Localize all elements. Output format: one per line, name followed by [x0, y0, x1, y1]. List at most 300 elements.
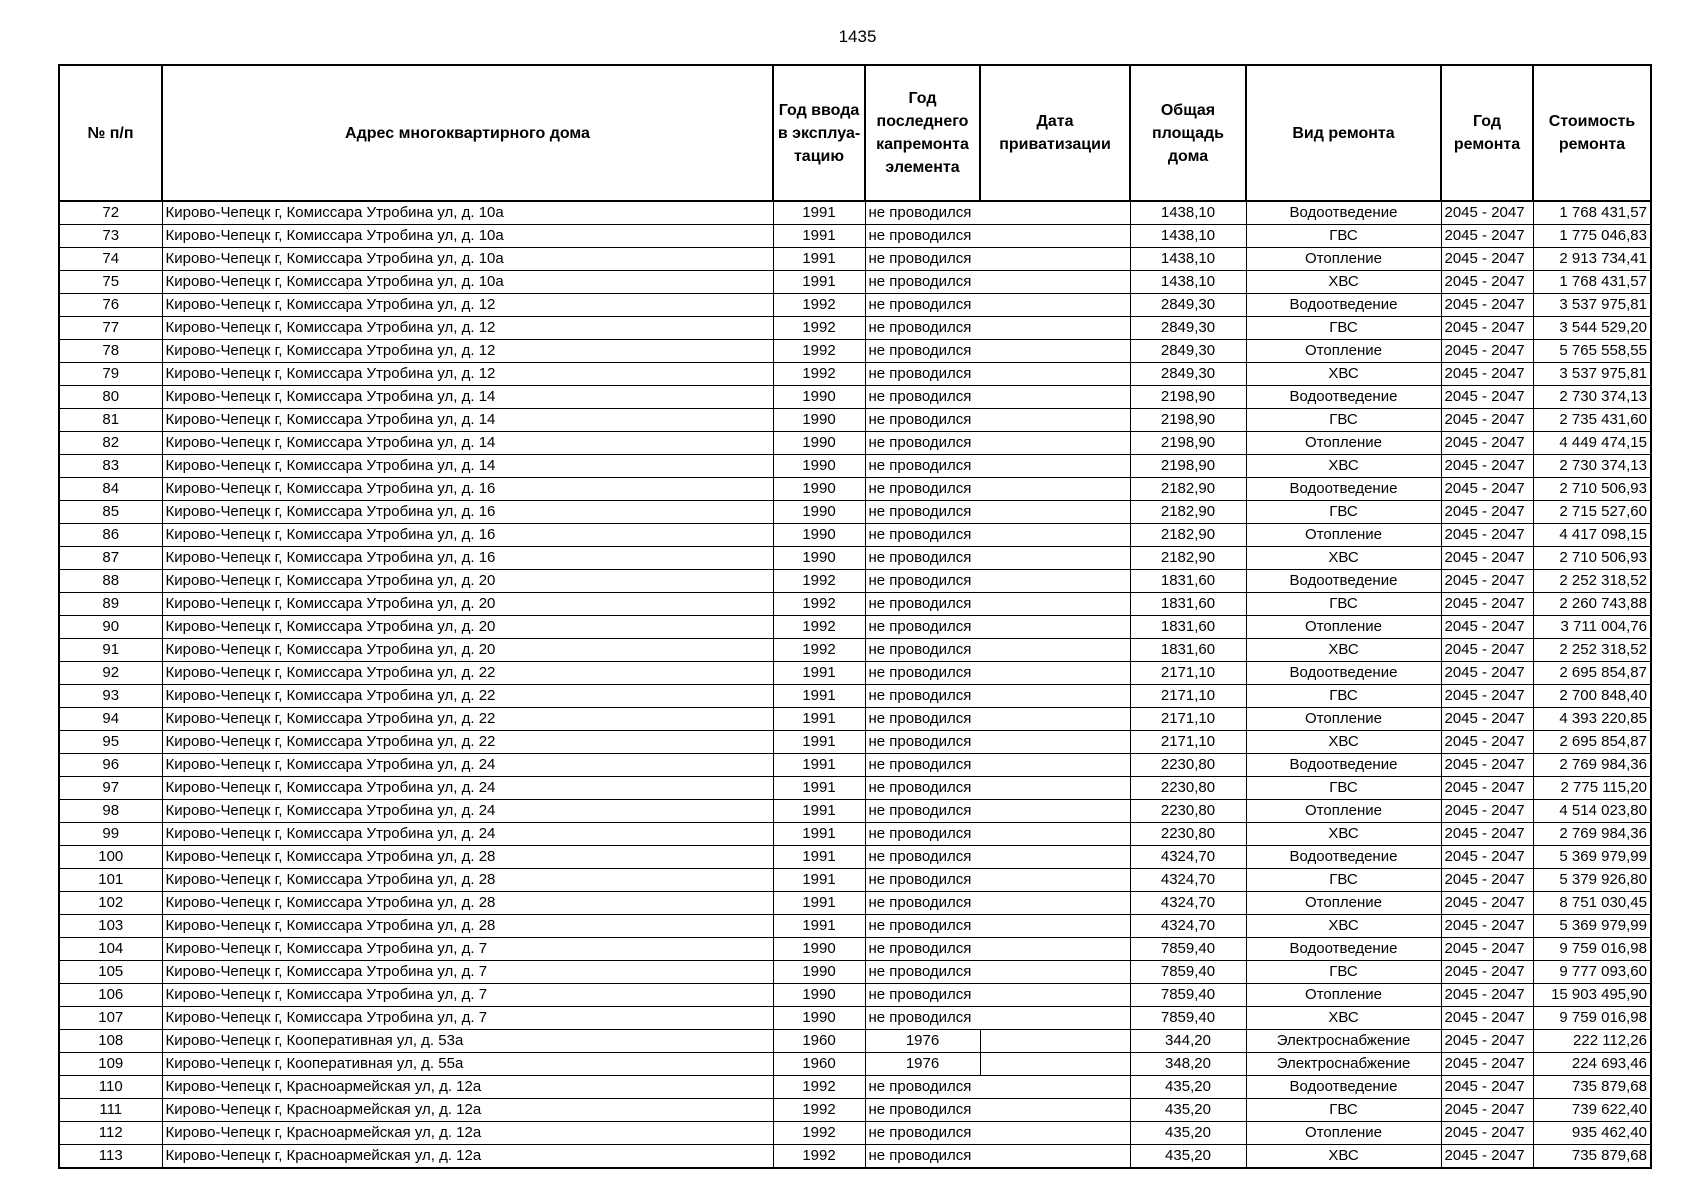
- cell-privatization: [980, 892, 1130, 915]
- table-row: [59, 1030, 1651, 1053]
- cell-address: Кирово-Чепецк г, Комиссара Утробина ул, д. 7: [162, 938, 773, 961]
- cell-privatization: [980, 961, 1130, 984]
- cell-area: 2230,80: [1130, 823, 1246, 846]
- cell-cost: 4 449 474,15: [1533, 432, 1651, 455]
- table-header: [59, 65, 1651, 201]
- cell-last-repair: не проводился: [865, 961, 980, 984]
- cell-num: 86: [59, 524, 162, 547]
- cell-num: 99: [59, 823, 162, 846]
- cell-num: 105: [59, 961, 162, 984]
- cell-address: Кирово-Чепецк г, Комиссара Утробина ул, д. 22: [162, 731, 773, 754]
- cell-repair-type: Отопление: [1246, 248, 1441, 271]
- cell-area: 2171,10: [1130, 662, 1246, 685]
- cell-year-built: 1992: [773, 570, 865, 593]
- cell-area: 1831,60: [1130, 639, 1246, 662]
- cell-area: 2182,90: [1130, 478, 1246, 501]
- cell-address: Кирово-Чепецк г, Комиссара Утробина ул, д. 24: [162, 777, 773, 800]
- cell-address: Кирово-Чепецк г, Красноармейская ул, д. 12а: [162, 1122, 773, 1145]
- cell-area: 435,20: [1130, 1099, 1246, 1122]
- cell-repair-year: 2045 - 2047: [1441, 432, 1533, 455]
- cell-repair-type: ГВС: [1246, 869, 1441, 892]
- cell-repair-type: Отопление: [1246, 708, 1441, 731]
- cell-last-repair: не проводился: [865, 731, 980, 754]
- cell-last-repair: не проводился: [865, 248, 980, 271]
- cell-last-repair: не проводился: [865, 340, 980, 363]
- cell-num: 85: [59, 501, 162, 524]
- cell-last-repair: не проводился: [865, 639, 980, 662]
- cell-cost: 3 711 004,76: [1533, 616, 1651, 639]
- cell-cost: 2 695 854,87: [1533, 662, 1651, 685]
- cell-repair-year: 2045 - 2047: [1441, 455, 1533, 478]
- cell-year-built: 1992: [773, 317, 865, 340]
- cell-repair-year: 2045 - 2047: [1441, 1099, 1533, 1122]
- cell-repair-type: ХВС: [1246, 271, 1441, 294]
- cell-privatization: [980, 409, 1130, 432]
- cell-year-built: 1990: [773, 501, 865, 524]
- cell-year-built: 1990: [773, 386, 865, 409]
- cell-cost: 2 735 431,60: [1533, 409, 1651, 432]
- cell-num: 73: [59, 225, 162, 248]
- cell-num: 110: [59, 1076, 162, 1099]
- header-num: № п/п: [59, 65, 162, 201]
- cell-area: 4324,70: [1130, 846, 1246, 869]
- cell-privatization: [980, 938, 1130, 961]
- table-body: [59, 201, 1651, 1168]
- cell-last-repair: не проводился: [865, 593, 980, 616]
- cell-address: Кирово-Чепецк г, Красноармейская ул, д. 12а: [162, 1099, 773, 1122]
- cell-repair-type: Отопление: [1246, 1122, 1441, 1145]
- cell-area: 2230,80: [1130, 777, 1246, 800]
- cell-area: 2230,80: [1130, 800, 1246, 823]
- cell-repair-type: ГВС: [1246, 409, 1441, 432]
- cell-cost: 8 751 030,45: [1533, 892, 1651, 915]
- cell-last-repair: не проводился: [865, 501, 980, 524]
- cell-repair-year: 2045 - 2047: [1441, 386, 1533, 409]
- cell-year-built: 1992: [773, 1122, 865, 1145]
- cell-cost: 739 622,40: [1533, 1099, 1651, 1122]
- cell-num: 103: [59, 915, 162, 938]
- cell-address: Кирово-Чепецк г, Кооперативная ул, д. 55а: [162, 1053, 773, 1076]
- cell-repair-year: 2045 - 2047: [1441, 409, 1533, 432]
- header-address: Адрес многоквартирного дома: [162, 65, 773, 201]
- cell-num: 112: [59, 1122, 162, 1145]
- cell-cost: 735 879,68: [1533, 1145, 1651, 1169]
- cell-repair-year: 2045 - 2047: [1441, 915, 1533, 938]
- cell-num: 106: [59, 984, 162, 1007]
- cell-area: 2171,10: [1130, 731, 1246, 754]
- cell-privatization: [980, 340, 1130, 363]
- cell-cost: 2 775 115,20: [1533, 777, 1651, 800]
- cell-area: 2182,90: [1130, 524, 1246, 547]
- cell-area: 4324,70: [1130, 869, 1246, 892]
- table-row: [59, 869, 1651, 892]
- cell-area: 7859,40: [1130, 984, 1246, 1007]
- cell-num: 87: [59, 547, 162, 570]
- cell-address: Кирово-Чепецк г, Комиссара Утробина ул, д. 14: [162, 409, 773, 432]
- cell-year-built: 1990: [773, 432, 865, 455]
- cell-last-repair: не проводился: [865, 777, 980, 800]
- cell-privatization: [980, 294, 1130, 317]
- cell-privatization: [980, 524, 1130, 547]
- cell-num: 82: [59, 432, 162, 455]
- cell-repair-year: 2045 - 2047: [1441, 501, 1533, 524]
- cell-privatization: [980, 662, 1130, 685]
- cell-year-built: 1992: [773, 363, 865, 386]
- cell-area: 344,20: [1130, 1030, 1246, 1053]
- cell-privatization: [980, 547, 1130, 570]
- cell-cost: 3 537 975,81: [1533, 294, 1651, 317]
- cell-num: 92: [59, 662, 162, 685]
- header-cost: Стоимость ремонта: [1533, 65, 1651, 201]
- table-row: [59, 294, 1651, 317]
- cell-repair-year: 2045 - 2047: [1441, 1076, 1533, 1099]
- cell-cost: 3 537 975,81: [1533, 363, 1651, 386]
- cell-year-built: 1991: [773, 225, 865, 248]
- cell-area: 2849,30: [1130, 363, 1246, 386]
- cell-repair-type: ГВС: [1246, 225, 1441, 248]
- cell-cost: 4 417 098,15: [1533, 524, 1651, 547]
- cell-address: Кирово-Чепецк г, Комиссара Утробина ул, д. 28: [162, 869, 773, 892]
- cell-privatization: [980, 639, 1130, 662]
- cell-year-built: 1990: [773, 984, 865, 1007]
- cell-area: 4324,70: [1130, 892, 1246, 915]
- table-row: [59, 432, 1651, 455]
- table-row: [59, 547, 1651, 570]
- table-row: [59, 662, 1651, 685]
- cell-privatization: [980, 317, 1130, 340]
- cell-address: Кирово-Чепецк г, Комиссара Утробина ул, д. 7: [162, 1007, 773, 1030]
- cell-address: Кирово-Чепецк г, Комиссара Утробина ул, д. 28: [162, 915, 773, 938]
- cell-cost: 3 544 529,20: [1533, 317, 1651, 340]
- cell-privatization: [980, 1099, 1130, 1122]
- cell-address: Кирово-Чепецк г, Комиссара Утробина ул, д. 12: [162, 340, 773, 363]
- table-row: [59, 961, 1651, 984]
- table-row: [59, 478, 1651, 501]
- cell-last-repair: 1976: [865, 1053, 980, 1076]
- table-row: [59, 570, 1651, 593]
- cell-privatization: [980, 501, 1130, 524]
- cell-repair-type: Отопление: [1246, 616, 1441, 639]
- cell-privatization: [980, 593, 1130, 616]
- cell-cost: 5 379 926,80: [1533, 869, 1651, 892]
- cell-cost: 5 369 979,99: [1533, 846, 1651, 869]
- cell-repair-year: 2045 - 2047: [1441, 938, 1533, 961]
- cell-last-repair: не проводился: [865, 616, 980, 639]
- cell-num: 76: [59, 294, 162, 317]
- cell-last-repair: не проводился: [865, 892, 980, 915]
- cell-repair-year: 2045 - 2047: [1441, 846, 1533, 869]
- cell-last-repair: не проводился: [865, 1007, 980, 1030]
- cell-num: 101: [59, 869, 162, 892]
- cell-cost: 2 695 854,87: [1533, 731, 1651, 754]
- cell-year-built: 1991: [773, 892, 865, 915]
- table-row: [59, 593, 1651, 616]
- cell-repair-type: ХВС: [1246, 1145, 1441, 1169]
- cell-repair-type: ГВС: [1246, 501, 1441, 524]
- table-row: [59, 846, 1651, 869]
- cell-privatization: [980, 248, 1130, 271]
- cell-cost: 935 462,40: [1533, 1122, 1651, 1145]
- cell-num: 91: [59, 639, 162, 662]
- cell-area: 435,20: [1130, 1145, 1246, 1169]
- cell-num: 72: [59, 201, 162, 225]
- table-row: [59, 1076, 1651, 1099]
- cell-repair-year: 2045 - 2047: [1441, 294, 1533, 317]
- cell-last-repair: не проводился: [865, 294, 980, 317]
- cell-repair-year: 2045 - 2047: [1441, 754, 1533, 777]
- header-privatization: Дата приватизации: [980, 65, 1130, 201]
- cell-cost: 1 768 431,57: [1533, 271, 1651, 294]
- cell-address: Кирово-Чепецк г, Кооперативная ул, д. 53а: [162, 1030, 773, 1053]
- cell-cost: 1 775 046,83: [1533, 225, 1651, 248]
- cell-repair-year: 2045 - 2047: [1441, 800, 1533, 823]
- cell-num: 113: [59, 1145, 162, 1169]
- cell-cost: 2 913 734,41: [1533, 248, 1651, 271]
- cell-last-repair: не проводился: [865, 984, 980, 1007]
- cell-address: Кирово-Чепецк г, Комиссара Утробина ул, д. 20: [162, 639, 773, 662]
- table-row: [59, 340, 1651, 363]
- cell-area: 435,20: [1130, 1122, 1246, 1145]
- cell-privatization: [980, 731, 1130, 754]
- cell-last-repair: не проводился: [865, 1076, 980, 1099]
- cell-cost: 224 693,46: [1533, 1053, 1651, 1076]
- table-row: [59, 1053, 1651, 1076]
- cell-last-repair: не проводился: [865, 938, 980, 961]
- cell-privatization: [980, 1122, 1130, 1145]
- cell-repair-type: Водоотведение: [1246, 846, 1441, 869]
- cell-num: 107: [59, 1007, 162, 1030]
- cell-area: 2849,30: [1130, 340, 1246, 363]
- cell-privatization: [980, 685, 1130, 708]
- cell-repair-year: 2045 - 2047: [1441, 570, 1533, 593]
- cell-repair-type: Отопление: [1246, 432, 1441, 455]
- cell-privatization: [980, 225, 1130, 248]
- table-row: [59, 823, 1651, 846]
- cell-year-built: 1960: [773, 1053, 865, 1076]
- table-row: [59, 271, 1651, 294]
- cell-last-repair: не проводился: [865, 800, 980, 823]
- cell-repair-type: Отопление: [1246, 892, 1441, 915]
- cell-privatization: [980, 984, 1130, 1007]
- cell-last-repair: не проводился: [865, 409, 980, 432]
- cell-year-built: 1991: [773, 201, 865, 225]
- cell-repair-type: Водоотведение: [1246, 294, 1441, 317]
- cell-cost: 2 769 984,36: [1533, 823, 1651, 846]
- cell-privatization: [980, 800, 1130, 823]
- cell-address: Кирово-Чепецк г, Комиссара Утробина ул, д. 16: [162, 478, 773, 501]
- table-row: [59, 616, 1651, 639]
- table-row: [59, 1122, 1651, 1145]
- cell-year-built: 1992: [773, 1099, 865, 1122]
- table-row: [59, 984, 1651, 1007]
- cell-address: Кирово-Чепецк г, Красноармейская ул, д. 12а: [162, 1076, 773, 1099]
- cell-area: 2849,30: [1130, 294, 1246, 317]
- cell-repair-type: ХВС: [1246, 639, 1441, 662]
- cell-repair-year: 2045 - 2047: [1441, 1030, 1533, 1053]
- cell-repair-type: Водоотведение: [1246, 662, 1441, 685]
- cell-num: 95: [59, 731, 162, 754]
- cell-repair-year: 2045 - 2047: [1441, 869, 1533, 892]
- cell-repair-type: Электроснабжение: [1246, 1053, 1441, 1076]
- cell-repair-year: 2045 - 2047: [1441, 616, 1533, 639]
- cell-num: 94: [59, 708, 162, 731]
- cell-area: 7859,40: [1130, 961, 1246, 984]
- cell-area: 435,20: [1130, 1076, 1246, 1099]
- cell-cost: 1 768 431,57: [1533, 201, 1651, 225]
- cell-repair-type: Отопление: [1246, 340, 1441, 363]
- cell-repair-type: Отопление: [1246, 800, 1441, 823]
- table-row: [59, 915, 1651, 938]
- cell-repair-type: ГВС: [1246, 1099, 1441, 1122]
- cell-privatization: [980, 386, 1130, 409]
- cell-repair-type: ХВС: [1246, 915, 1441, 938]
- cell-address: Кирово-Чепецк г, Комиссара Утробина ул, д. 24: [162, 823, 773, 846]
- cell-repair-type: ХВС: [1246, 731, 1441, 754]
- table-row: [59, 754, 1651, 777]
- cell-repair-year: 2045 - 2047: [1441, 777, 1533, 800]
- cell-cost: 9 759 016,98: [1533, 1007, 1651, 1030]
- cell-num: 78: [59, 340, 162, 363]
- cell-area: 2198,90: [1130, 432, 1246, 455]
- cell-address: Кирово-Чепецк г, Комиссара Утробина ул, д. 24: [162, 800, 773, 823]
- cell-year-built: 1990: [773, 1007, 865, 1030]
- cell-last-repair: не проводился: [865, 869, 980, 892]
- cell-privatization: [980, 846, 1130, 869]
- cell-repair-type: ХВС: [1246, 455, 1441, 478]
- cell-repair-year: 2045 - 2047: [1441, 317, 1533, 340]
- cell-repair-year: 2045 - 2047: [1441, 1145, 1533, 1169]
- cell-year-built: 1992: [773, 1076, 865, 1099]
- cell-repair-year: 2045 - 2047: [1441, 1122, 1533, 1145]
- table-row: [59, 731, 1651, 754]
- cell-year-built: 1992: [773, 340, 865, 363]
- cell-cost: 222 112,26: [1533, 1030, 1651, 1053]
- cell-privatization: [980, 271, 1130, 294]
- cell-year-built: 1991: [773, 708, 865, 731]
- cell-num: 77: [59, 317, 162, 340]
- cell-privatization: [980, 754, 1130, 777]
- cell-last-repair: не проводился: [865, 524, 980, 547]
- cell-num: 111: [59, 1099, 162, 1122]
- cell-year-built: 1960: [773, 1030, 865, 1053]
- table-row: [59, 639, 1651, 662]
- cell-address: Кирово-Чепецк г, Комиссара Утробина ул, д. 12: [162, 363, 773, 386]
- cell-address: Кирово-Чепецк г, Комиссара Утробина ул, д. 24: [162, 754, 773, 777]
- cell-repair-type: Водоотведение: [1246, 570, 1441, 593]
- cell-address: Кирово-Чепецк г, Комиссара Утробина ул, д. 22: [162, 685, 773, 708]
- cell-address: Кирово-Чепецк г, Комиссара Утробина ул, д. 10а: [162, 271, 773, 294]
- cell-repair-year: 2045 - 2047: [1441, 201, 1533, 225]
- cell-repair-type: Водоотведение: [1246, 938, 1441, 961]
- cell-repair-year: 2045 - 2047: [1441, 639, 1533, 662]
- cell-repair-year: 2045 - 2047: [1441, 1053, 1533, 1076]
- cell-area: 348,20: [1130, 1053, 1246, 1076]
- cell-area: 7859,40: [1130, 1007, 1246, 1030]
- cell-num: 104: [59, 938, 162, 961]
- cell-repair-year: 2045 - 2047: [1441, 363, 1533, 386]
- cell-year-built: 1990: [773, 409, 865, 432]
- cell-repair-type: ХВС: [1246, 823, 1441, 846]
- cell-last-repair: не проводился: [865, 386, 980, 409]
- cell-num: 109: [59, 1053, 162, 1076]
- cell-repair-type: Электроснабжение: [1246, 1030, 1441, 1053]
- cell-year-built: 1990: [773, 478, 865, 501]
- cell-repair-type: ГВС: [1246, 685, 1441, 708]
- cell-repair-type: Водоотведение: [1246, 1076, 1441, 1099]
- cell-cost: 2 710 506,93: [1533, 547, 1651, 570]
- cell-address: Кирово-Чепецк г, Комиссара Утробина ул, д. 22: [162, 708, 773, 731]
- cell-privatization: [980, 708, 1130, 731]
- cell-repair-type: ГВС: [1246, 317, 1441, 340]
- table-row: [59, 777, 1651, 800]
- repair-table: [58, 64, 1652, 1169]
- cell-privatization: [980, 201, 1130, 225]
- cell-repair-type: ХВС: [1246, 1007, 1441, 1030]
- cell-cost: 2 710 506,93: [1533, 478, 1651, 501]
- cell-repair-year: 2045 - 2047: [1441, 984, 1533, 1007]
- cell-area: 1831,60: [1130, 616, 1246, 639]
- cell-repair-year: 2045 - 2047: [1441, 271, 1533, 294]
- cell-repair-year: 2045 - 2047: [1441, 1007, 1533, 1030]
- cell-area: 4324,70: [1130, 915, 1246, 938]
- cell-last-repair: не проводился: [865, 271, 980, 294]
- cell-privatization: [980, 915, 1130, 938]
- cell-address: Кирово-Чепецк г, Комиссара Утробина ул, д. 16: [162, 524, 773, 547]
- cell-cost: 2 715 527,60: [1533, 501, 1651, 524]
- cell-cost: 2 252 318,52: [1533, 639, 1651, 662]
- cell-repair-type: ГВС: [1246, 961, 1441, 984]
- cell-year-built: 1992: [773, 294, 865, 317]
- cell-address: Кирово-Чепецк г, Комиссара Утробина ул, д. 7: [162, 984, 773, 1007]
- cell-year-built: 1991: [773, 823, 865, 846]
- cell-last-repair: не проводился: [865, 570, 980, 593]
- cell-last-repair: не проводился: [865, 685, 980, 708]
- table-row: [59, 409, 1651, 432]
- cell-num: 80: [59, 386, 162, 409]
- table-row: [59, 317, 1651, 340]
- cell-num: 90: [59, 616, 162, 639]
- cell-repair-type: Отопление: [1246, 984, 1441, 1007]
- cell-repair-year: 2045 - 2047: [1441, 708, 1533, 731]
- cell-last-repair: не проводился: [865, 846, 980, 869]
- cell-address: Кирово-Чепецк г, Комиссара Утробина ул, д. 10а: [162, 248, 773, 271]
- cell-year-built: 1990: [773, 455, 865, 478]
- page-number: 1435: [838, 27, 877, 46]
- cell-cost: 4 393 220,85: [1533, 708, 1651, 731]
- cell-privatization: [980, 570, 1130, 593]
- cell-last-repair: 1976: [865, 1030, 980, 1053]
- cell-address: Кирово-Чепецк г, Комиссара Утробина ул, д. 28: [162, 892, 773, 915]
- cell-num: 74: [59, 248, 162, 271]
- cell-address: Кирово-Чепецк г, Комиссара Утробина ул, д. 12: [162, 317, 773, 340]
- cell-area: 1438,10: [1130, 248, 1246, 271]
- cell-cost: 2 730 374,13: [1533, 386, 1651, 409]
- cell-area: 2182,90: [1130, 547, 1246, 570]
- cell-num: 98: [59, 800, 162, 823]
- cell-last-repair: не проводился: [865, 754, 980, 777]
- header-area: Общая площадь дома: [1130, 65, 1246, 201]
- cell-repair-type: Водоотведение: [1246, 478, 1441, 501]
- table-row: [59, 524, 1651, 547]
- cell-privatization: [980, 1053, 1130, 1076]
- cell-num: 75: [59, 271, 162, 294]
- table-row: [59, 1007, 1651, 1030]
- cell-year-built: 1992: [773, 639, 865, 662]
- cell-address: Кирово-Чепецк г, Комиссара Утробина ул, д. 14: [162, 455, 773, 478]
- cell-year-built: 1991: [773, 846, 865, 869]
- cell-year-built: 1991: [773, 685, 865, 708]
- cell-year-built: 1990: [773, 938, 865, 961]
